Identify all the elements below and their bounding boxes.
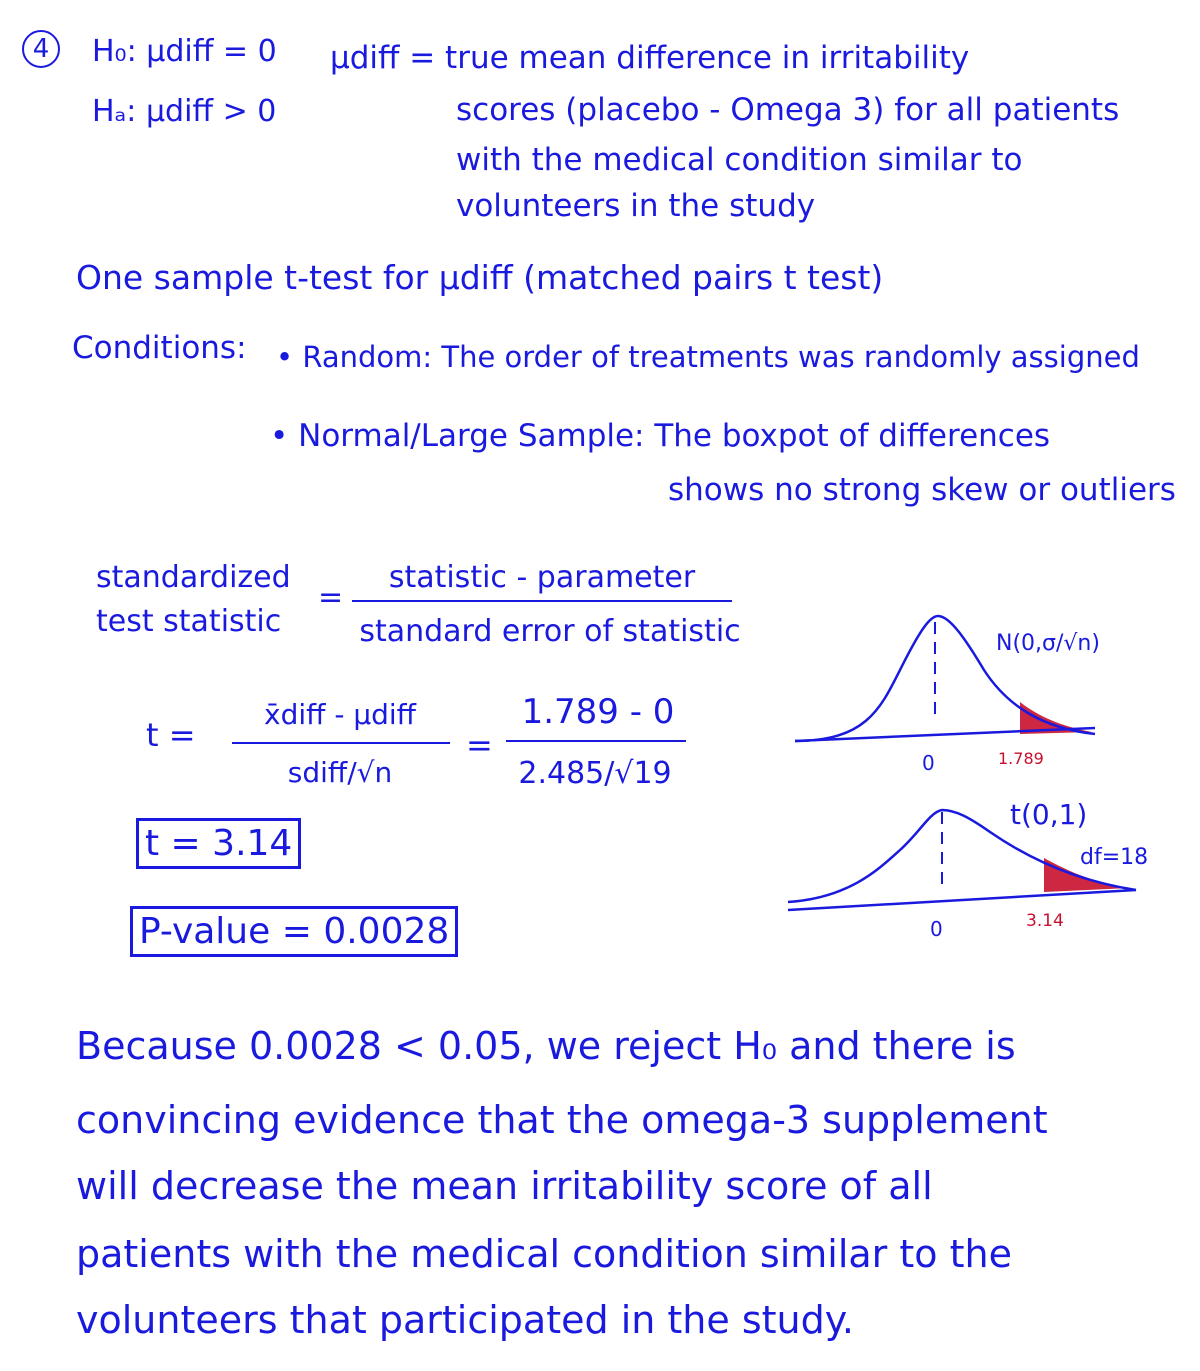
formula-fraction-line	[352, 600, 732, 602]
t-symbolic-fraction-line	[232, 742, 450, 744]
t-symbolic-denominator: sdiff/√n	[287, 756, 393, 789]
t-center-label: 0	[930, 917, 943, 940]
t-numeric-numerator: 1.789 - 0	[521, 692, 675, 732]
normal-curve-label: N(0,σ/√n)	[996, 631, 1100, 656]
t-baseline	[788, 890, 1136, 910]
formula-denominator: standard error of statistic	[359, 614, 741, 649]
t-cut-label: 3.14	[1026, 911, 1064, 931]
normal-curve-sketch	[795, 616, 1100, 775]
t-value-box: t = 3.14	[136, 818, 301, 869]
formula-left-line-2: test statistic	[96, 604, 282, 639]
parameter-definition-line-2: scores (placebo - Omega 3) for all patients	[456, 92, 1120, 128]
problem-number: 4	[22, 30, 60, 68]
t-curve-label: t(0,1)	[1010, 798, 1088, 831]
t-calc-equals: =	[466, 726, 493, 764]
t-numeric-denominator: 2.485/√19	[518, 756, 672, 791]
condition-normal-line-1: • Normal/Large Sample: The boxpot of differences	[270, 418, 1051, 454]
conclusion-line-2: convincing evidence that the omega-3 supplement	[76, 1098, 1048, 1142]
alternative-hypothesis: Hₐ: μdiff > 0	[92, 94, 277, 129]
null-hypothesis: H₀: μdiff = 0	[92, 34, 277, 69]
conclusion-line-5: volunteers that participated in the study.	[76, 1298, 854, 1342]
conclusion-line-1: Because 0.0028 < 0.05, we reject H₀ and there is	[76, 1024, 1016, 1068]
parameter-definition-line-3: with the medical condition similar to	[456, 142, 1023, 178]
t-equals-label: t =	[146, 716, 196, 754]
conditions-label: Conditions:	[72, 330, 247, 366]
test-name: One sample t-test for μdiff (matched pairs t test)	[76, 258, 884, 297]
t-symbolic-numerator: x̄diff - μdiff	[264, 698, 416, 731]
condition-normal-line-2: shows no strong skew or outliers	[668, 472, 1176, 508]
t-numeric-fraction-line	[506, 740, 686, 742]
formula-numerator: statistic - parameter	[388, 560, 696, 595]
conclusion-line-3: will decrease the mean irritability score of all	[76, 1164, 933, 1208]
conclusion-line-4: patients with the medical condition similar to the	[76, 1232, 1012, 1276]
parameter-definition-line-1: μdiff = true mean difference in irritability	[330, 40, 970, 76]
t-curve-sketch	[788, 798, 1148, 940]
distribution-sketches	[770, 600, 1200, 940]
formula-left-line-1: standardized	[96, 560, 291, 595]
normal-cut-label: 1.789	[998, 749, 1044, 768]
t-df-label: df=18	[1080, 845, 1149, 870]
p-value-box: P-value = 0.0028	[130, 906, 458, 957]
condition-random: • Random: The order of treatments was randomly assigned	[276, 340, 1140, 374]
formula-equals: =	[318, 580, 344, 615]
normal-center-label: 0	[922, 751, 935, 775]
parameter-definition-line-4: volunteers in the study	[456, 188, 816, 224]
